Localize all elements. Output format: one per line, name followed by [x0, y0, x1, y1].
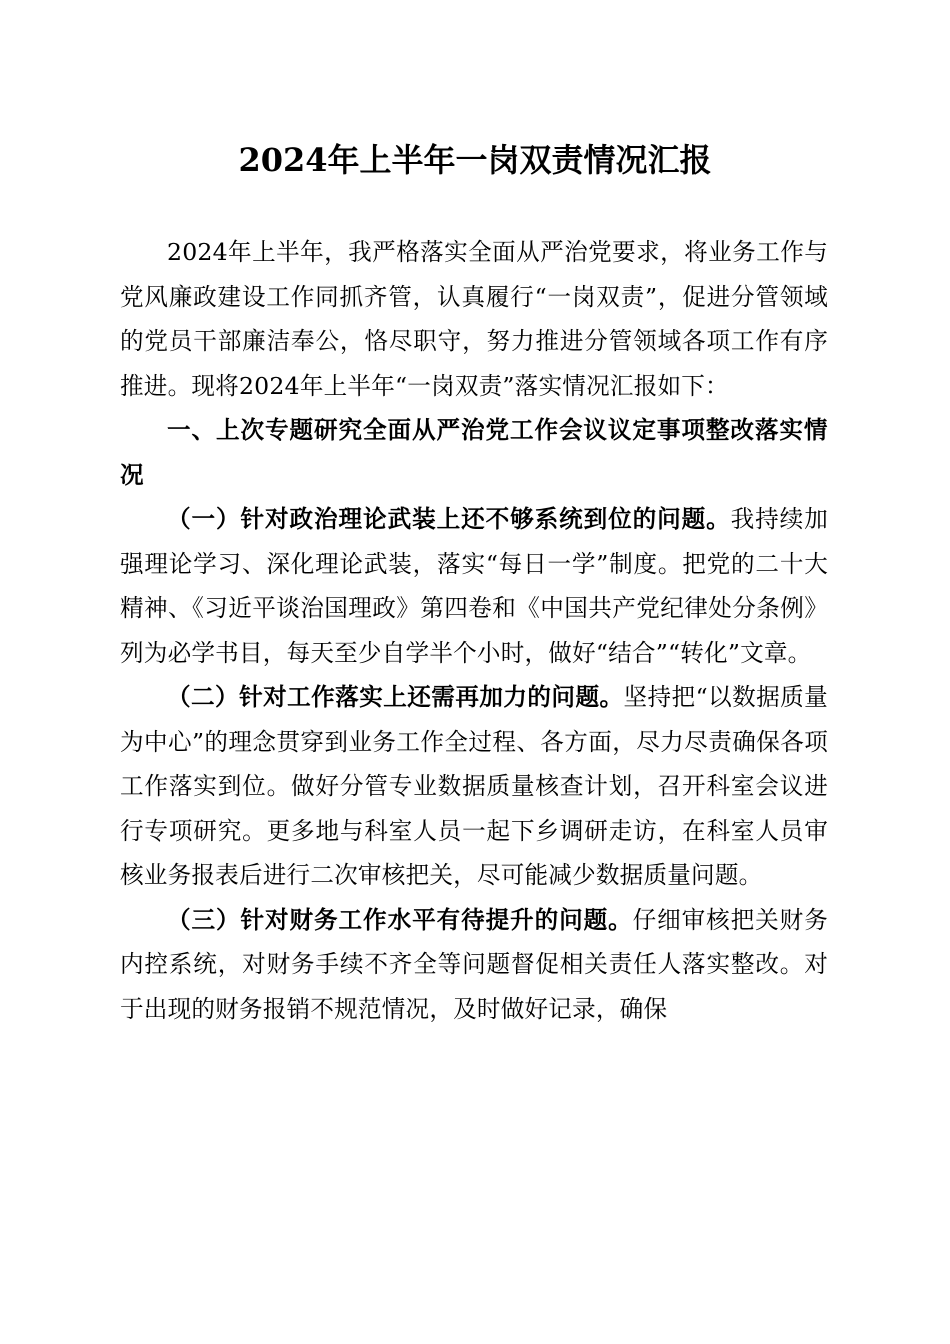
item-paragraph-3 [120, 898, 828, 1032]
section-heading: 一、上次专题研究全面从严治党工作会议议定事项整改落实情况 [120, 416, 828, 489]
item-paragraph-1 [120, 497, 828, 675]
item-heading-3: （三）针对财务工作水平有待提升的问题。 [167, 905, 633, 934]
item-heading-1: （一）针对政治理论武装上还不够系统到位的问题。 [167, 505, 731, 533]
item-heading-2: （二）针对工作落实上还需再加力的问题。 [167, 683, 624, 711]
item-text-3: 仔细审核把关财务内控系统，对财务手续不齐全等问题督促相关责任人落实整改。对于出现的财务报销不规范情况，及时做好记录，确保 [120, 905, 828, 1023]
item-paragraph-2 [120, 675, 828, 898]
document-body [120, 230, 828, 1031]
item-text-1: 我持续加强理论学习、深化理论武装，落实“每日一学”制度。把党的二十大精神、《习近平谈治国理政》第四卷和《中国共产党纪律处分条例》列为必学书目，每天至少自学半个小时，做好“结合”“转化”文章。 [120, 505, 828, 667]
item-text-2: 坚持把“以数据质量为中心”的理念贯穿到业务工作全过程、各方面，尽力尽责确保各项工作落实到位。做好分管专业数据质量核查计划，召开科室会议进行专项研究。更多地与科室人员一起下乡调研走访，在科室人员审核业务报表后进行二次审核把关，尽可能减少数据质量问题。 [120, 683, 828, 889]
intro-paragraph: 2024年上半年，我严格落实全面从严治党要求，将业务工作与党风廉政建设工作同抓齐管，认真履行“一岗双责”，促进分管领域的党员干部廉洁奉公，恪尽职守，努力推进分管领域各项工作有序推进。现将2024年上半年“一岗双责”落实情况汇报如下： [120, 238, 828, 400]
document-title: 2024年上半年一岗双责情况汇报 [238, 141, 712, 179]
